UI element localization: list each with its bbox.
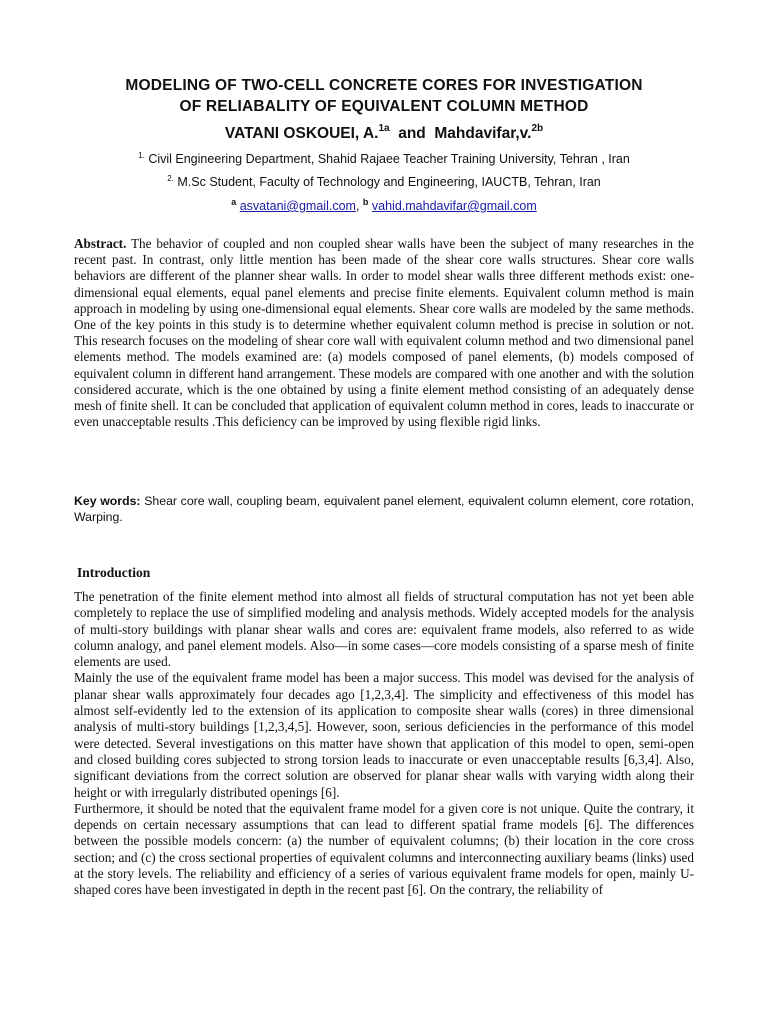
intro-paragraph-1: The penetration of the finite element method into almost all fields of structural computation has not yet been able completely to replace the use of simplified modeling and analysis methods. Widely accepted models for the analysis of multi-story buildings with planar shear walls and cores are: equivalent frame models, also referred to as wide column analogy, and panel element models. Also—in some cases—core models consisting of a sparse mesh of finite elements are used. bbox=[74, 589, 694, 670]
keywords bbox=[74, 493, 694, 525]
introduction-heading: Introduction bbox=[77, 565, 151, 580]
author-2-affiliation-mark: 2b bbox=[531, 123, 544, 134]
email-b-link[interactable]: vahid.mahdavifar@gmail.com bbox=[371, 199, 537, 214]
email-line bbox=[40, 194, 728, 214]
abstract-label: Abstract. bbox=[74, 236, 127, 251]
title-line-1: MODELING OF TWO-CELL CONCRETE CORES FOR INVESTIGATION bbox=[125, 77, 643, 94]
affiliation-1-text: Civil Engineering Department, Shahid Rajaee Teacher Training University, Tehran , Iran bbox=[148, 152, 630, 167]
intro-paragraph-2: Mainly the use of the equivalent frame model has been a major success. This model was devised for the analysis of planar shear walls approximately four decades ago [1,2,3,4]. The simplicity and effectiveness of this model has almost self-evidently led to the extension of its application to composite shear walls (cores) in three dimensional analysis of multi-story buildings [1,2,3,4,5]. However, soon, serious deficiencies in the performance of this model were detected. Several investigations on this matter have shown that application of this model to open, semi-open and closed building cores subjected to strong torsion leads to inaccurate or even unacceptable results [6,3,4]. Also, significant deviations from the correct solution are observed for planar shear walls with varying width along their height or with irregularly distributed openings [6]. bbox=[74, 670, 694, 800]
abstract-text: The behavior of coupled and non coupled shear walls have been the subject of many researches in the recent past. In contrast, only little mention has been made of the shear core walls structures. Shear core walls behaviors are different of the planner shear walls. In order to model shear walls three different methods exist: one-dimensional equal elements, equal panel elements and precise finite elements. Equivalent column method is main approach in modeling by using one-dimensional equal elements. Shear core walls are modeled by the same methods. One of the key points in this study is to determine whether equivalent column method is precise in solution or not. This research focuses on the modeling of shear core wall with equivalent column method and two dimensional panel elements method. The models examined are: (a) models composed of panel elements, (b) models composed of equivalent column in different hand arrangement. These models are compared with one another and with the solution considered accurate, which is the one obtained by using a finite element method consisting of an adequately dense mesh of finite shell. It can be concluded that application of equivalent column method in cores, leads to inaccurate or even unacceptable results .This deficiency can be improved by using flexible rigid links. bbox=[74, 236, 694, 430]
keywords-text: Shear core wall, coupling beam, equivalent panel element, equivalent column element, core rotation, Warping. bbox=[74, 494, 694, 524]
affiliation-1 bbox=[40, 148, 728, 167]
author-1: VATANI OSKOUEI, A. bbox=[224, 125, 379, 143]
email-a-label: a bbox=[231, 197, 237, 207]
email-b-label: b bbox=[362, 197, 369, 207]
author-line bbox=[40, 120, 728, 144]
author-2: Mahdavifar,v. bbox=[434, 125, 532, 143]
email-a-link[interactable]: asvatani@gmail.com bbox=[239, 199, 356, 214]
author-1-affiliation-mark: 1a bbox=[378, 123, 390, 134]
paper-title bbox=[40, 75, 728, 117]
email-separator: , bbox=[355, 199, 360, 214]
abstract bbox=[74, 236, 694, 430]
affiliation-2-number: 2. bbox=[167, 174, 174, 183]
author-joiner: and bbox=[398, 125, 426, 143]
affiliation-1-number: 1. bbox=[138, 151, 145, 160]
affiliation-2 bbox=[40, 171, 728, 190]
title-line-2: OF RELIABALITY OF EQUIVALENT COLUMN METHOD bbox=[179, 98, 589, 115]
affiliation-2-text: M.Sc Student, Faculty of Technology and Engineering, IAUCTB, Tehran, Iran bbox=[177, 175, 601, 190]
introduction-body bbox=[74, 589, 694, 899]
intro-paragraph-3: Furthermore, it should be noted that the equivalent frame model for a given core is not unique. Quite the contrary, it depends on certain necessary assumptions that can lead to different spatial frame models [6]. The differences between the possible models concern: (a) the number of equivalent columns; (b) their location in the core cross section; and (c) the cross sectional properties of equivalent columns and interconnecting auxiliary beams (links) used at the story levels. The reliability and efficiency of a series of various equivalent frame models for open, mainly U-shaped cores have been investigated in depth in the recent past [6]. On the contrary, the reliability of bbox=[74, 800, 694, 898]
keywords-label: Key words: bbox=[74, 494, 141, 508]
